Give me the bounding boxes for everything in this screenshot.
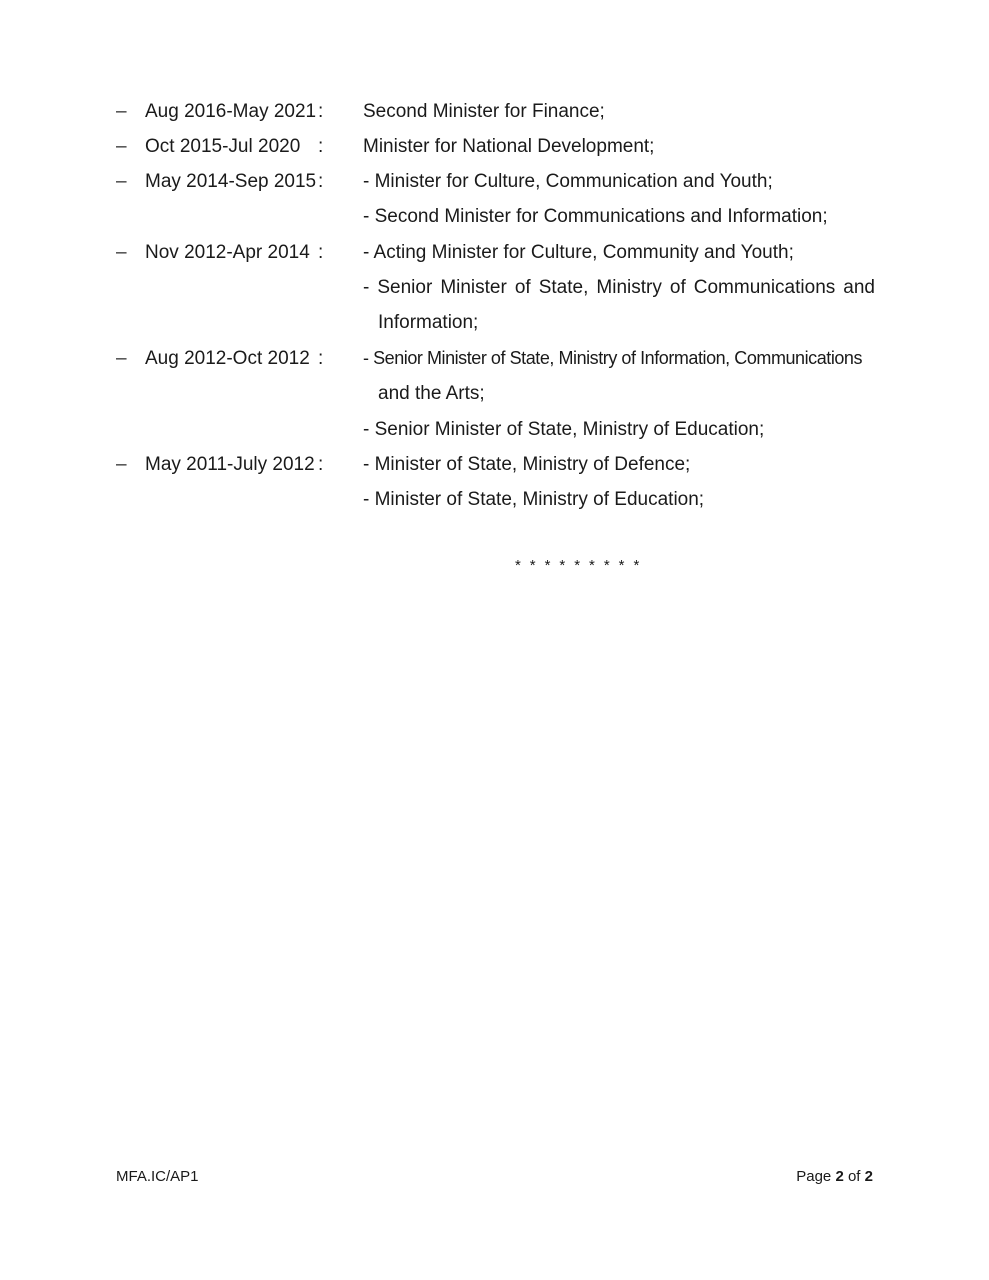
career-entry-line: [0, 412, 989, 447]
career-entry: [0, 94, 989, 129]
entry-role: - Senior Minister of State, Ministry of Communications and: [363, 277, 875, 298]
entry-colon: :: [318, 171, 324, 192]
career-entry: [0, 235, 989, 270]
career-entry-line: [0, 482, 989, 517]
entry-colon: :: [318, 136, 324, 157]
entry-colon: :: [318, 242, 324, 263]
career-entry-line: [0, 376, 989, 411]
career-entry: [0, 129, 989, 164]
entry-period: Aug 2016-May 2021: [145, 101, 317, 122]
page-current: 2: [835, 1168, 844, 1185]
entry-role: - Minister for Culture, Communication and Youth;: [363, 171, 773, 192]
career-entry-line: [0, 305, 989, 340]
entry-role: Second Minister for Finance;: [363, 101, 605, 122]
entry-role: - Minister of State, Ministry of Defence;: [363, 454, 691, 475]
entry-period: Aug 2012-Oct 2012: [145, 348, 310, 369]
entry-period: Oct 2015-Jul 2020: [145, 136, 301, 157]
entry-colon: :: [318, 101, 324, 122]
career-entry: [0, 341, 989, 376]
entry-period: Nov 2012-Apr 2014: [145, 242, 310, 263]
entry-role: - Minister of State, Ministry of Education;: [363, 489, 705, 510]
entry-role: - Senior Minister of State, Ministry of Education;: [363, 419, 765, 440]
entry-period: May 2014-Sep 2015: [145, 171, 317, 192]
page-word: Page: [796, 1168, 832, 1185]
list-dash: –: [116, 171, 127, 192]
asterisk-separator: * * * * * * * * *: [515, 557, 642, 574]
document-reference: MFA.IC/AP1: [116, 1168, 199, 1185]
entry-role-continuation: Information;: [378, 312, 479, 333]
page-total: 2: [864, 1168, 873, 1185]
entry-role: - Second Minister for Communications and Information;: [363, 206, 828, 227]
entry-colon: :: [318, 348, 324, 369]
entry-period: May 2011-July 2012: [145, 454, 315, 475]
list-dash: –: [116, 101, 127, 122]
career-entry: [0, 447, 989, 482]
list-dash: –: [116, 136, 127, 157]
list-dash: –: [116, 348, 127, 369]
entry-role-continuation: and the Arts;: [378, 383, 485, 404]
list-dash: –: [116, 242, 127, 263]
career-entry-line: [0, 199, 989, 234]
career-entry-line: [0, 270, 989, 305]
career-entry: [0, 164, 989, 199]
page-number: [760, 1166, 873, 1188]
entry-role: - Acting Minister for Culture, Community and Youth;: [363, 242, 794, 263]
entry-role: - Senior Minister of State, Ministry of Information, Communications: [363, 348, 863, 368]
list-dash: –: [116, 454, 127, 475]
page-of: of: [847, 1168, 861, 1185]
entry-role: Minister for National Development;: [363, 136, 655, 157]
entry-colon: :: [318, 454, 324, 475]
